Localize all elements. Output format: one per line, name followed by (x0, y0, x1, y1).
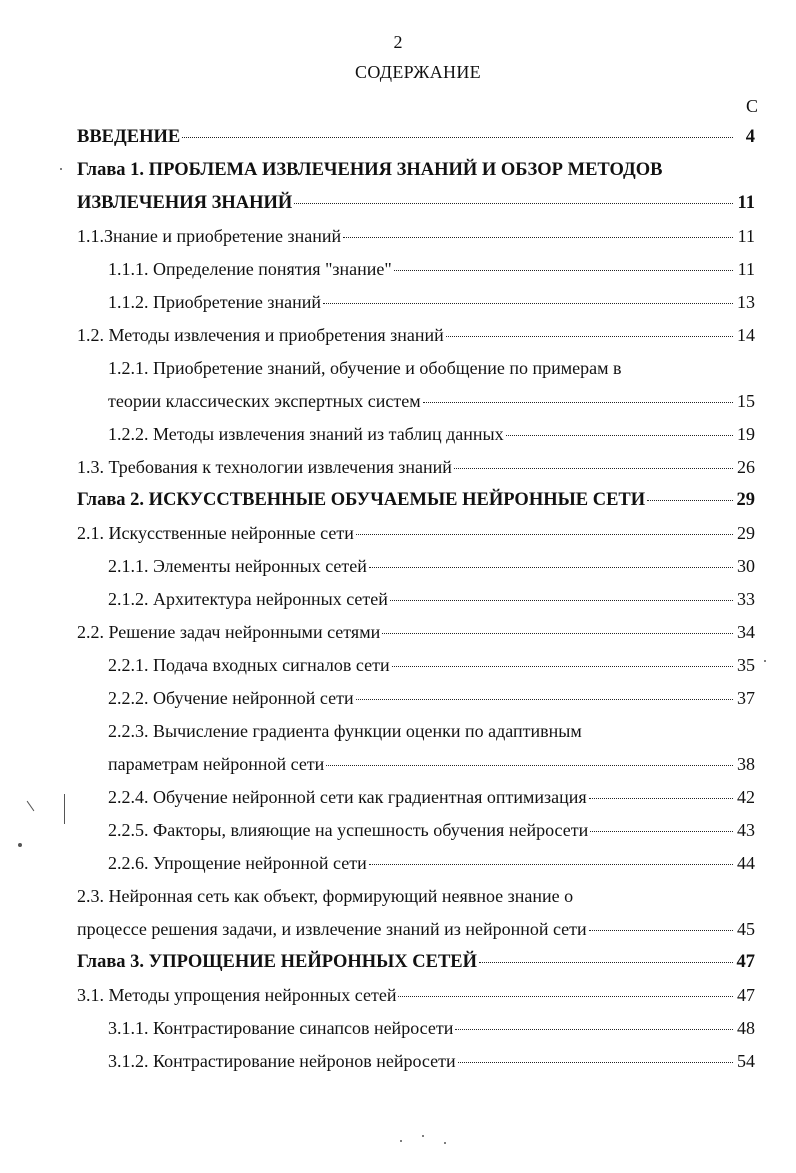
toc-entry-title: 3.1.1. Контрастирование синапсов нейросети (108, 1018, 454, 1038)
toc-entry (0, 847, 796, 880)
page-number: 2 (393, 32, 403, 52)
toc-leader-dots (455, 1029, 733, 1030)
toc-leader-dots (446, 336, 733, 337)
toc-entry (0, 1012, 796, 1045)
toc-leader-dots (356, 534, 733, 535)
toc-entry-page: 11 (737, 193, 755, 213)
toc-entry (0, 781, 796, 814)
toc-entry-title: Глава 3. УПРОЩЕНИЕ НЕЙРОННЫХ СЕТЕЙ (77, 952, 478, 972)
toc-leader-dots (454, 468, 733, 469)
toc-entry (0, 121, 796, 154)
toc-entry-title: 1.1.1. Определение понятия "знание" (108, 259, 392, 279)
toc-entry (0, 649, 796, 682)
toc-leader-dots (323, 303, 733, 304)
toc-leader-dots (294, 203, 733, 204)
scan-speck (444, 1142, 446, 1144)
toc-leader-dots (369, 567, 733, 568)
toc-leader-dots (589, 798, 733, 799)
toc-entry-title: 1.1.2. Приобретение знаний (108, 292, 322, 312)
toc-entry-title: 2.2. Решение задач нейронными сетями (77, 622, 381, 642)
toc-entry-page: 4 (745, 127, 755, 147)
scan-speck (64, 794, 65, 824)
toc-entry-page: 47 (737, 985, 755, 1005)
toc-entry-title: 2.1.2. Архитектура нейронных сетей (108, 589, 388, 609)
toc-entry (0, 682, 796, 715)
toc-entry-page: 11 (737, 226, 755, 246)
scan-speck (60, 168, 62, 170)
toc-entry-page: 30 (737, 556, 755, 576)
toc-entry-page: 48 (737, 1018, 755, 1038)
toc-entry (0, 946, 796, 979)
toc-entry-page: 47 (736, 952, 755, 972)
toc-entry-page: 33 (737, 589, 755, 609)
toc-entry-title: 1.3. Требования к технологии извлечения знаний (77, 457, 452, 477)
toc-entry-title: 1.2.2. Методы извлечения знаний из таблиц данных (108, 424, 504, 444)
toc-entry-page: 29 (736, 490, 755, 510)
toc-entry-page: 37 (737, 688, 755, 708)
toc-entry (0, 715, 796, 748)
toc-leader-dots (479, 962, 733, 963)
scan-speck (422, 1135, 424, 1137)
toc-entry (0, 484, 796, 517)
toc-entry-page: 35 (737, 655, 755, 675)
table-of-contents (0, 121, 796, 1078)
toc-entry-title: 2.1. Искусственные нейронные сети (77, 523, 354, 543)
toc-entry-title: 2.1.1. Элементы нейронных сетей (108, 556, 367, 576)
toc-entry-title: 1.1.Знание и приобретение знаний (77, 226, 342, 246)
toc-entry (0, 517, 796, 550)
toc-entry (0, 1045, 796, 1078)
toc-entry-title: процессе решения задачи, и извлечение знаний из нейронной сети (77, 919, 587, 939)
toc-entry-title: параметрам нейронной сети (108, 754, 325, 774)
toc-entry (0, 187, 796, 220)
toc-entry-title: ИЗВЛЕЧЕНИЯ ЗНАНИЙ (77, 193, 293, 213)
toc-leader-dots (589, 930, 733, 931)
toc-entry-page: 34 (737, 622, 755, 642)
toc-entry-page: 38 (737, 754, 755, 774)
toc-entry-title: 3.1. Методы упрощения нейронных сетей (77, 985, 397, 1005)
toc-entry-title: 2.2.1. Подача входных сигналов сети (108, 655, 390, 675)
toc-entry (0, 220, 796, 253)
scan-speck (400, 1140, 402, 1142)
toc-leader-dots (343, 237, 733, 238)
toc-entry-title: 2.2.3. Вычисление градиента функции оценки по адаптивным (108, 721, 582, 741)
toc-entry-page: 15 (737, 391, 755, 411)
toc-entry-title: Глава 2. ИСКУССТВЕННЫЕ ОБУЧАЕМЫЕ НЕЙРОННЫЕ СЕТИ (77, 490, 646, 510)
toc-leader-dots (647, 500, 733, 501)
toc-entry (0, 253, 796, 286)
toc-entry (0, 352, 796, 385)
page-column-label: С (746, 96, 759, 116)
toc-entry-title: 1.2.1. Приобретение знаний, обучение и обобщение по примерам в (108, 358, 622, 378)
toc-entry-title: Глава 1. ПРОБЛЕМА ИЗВЛЕЧЕНИЯ ЗНАНИЙ И ОБЗОР МЕТОДОВ (77, 160, 663, 180)
toc-entry-title: 2.3. Нейронная сеть как объект, формирующий неявное знание о (77, 886, 574, 906)
toc-entry (0, 451, 796, 484)
toc-entry-title: 2.2.6. Упрощение нейронной сети (108, 853, 367, 873)
toc-entry-page: 43 (737, 820, 755, 840)
toc-entry (0, 616, 796, 649)
toc-entry-title: теории классических экспертных систем (108, 391, 421, 411)
toc-leader-dots (369, 864, 733, 865)
scan-speck (18, 843, 22, 847)
toc-entry-page: 45 (737, 919, 755, 939)
toc-leader-dots (506, 435, 733, 436)
scan-speck (764, 660, 766, 662)
toc-entry-page: 42 (737, 787, 755, 807)
toc-leader-dots (390, 600, 733, 601)
toc-leader-dots (356, 699, 733, 700)
toc-entry-page: 29 (737, 523, 755, 543)
toc-entry (0, 385, 796, 418)
toc-entry-page: 54 (737, 1051, 755, 1071)
toc-entry-title: 2.2.4. Обучение нейронной сети как градиентная оптимизация (108, 787, 587, 807)
toc-leader-dots (394, 270, 733, 271)
toc-leader-dots (182, 137, 733, 138)
toc-entry-page: 19 (737, 424, 755, 444)
toc-leader-dots (382, 633, 733, 634)
toc-entry (0, 550, 796, 583)
toc-leader-dots (458, 1062, 733, 1063)
toc-entry-page: 13 (737, 292, 755, 312)
toc-leader-dots (392, 666, 733, 667)
page-title: СОДЕРЖАНИЕ (355, 62, 481, 82)
toc-entry-title: 2.2.5. Факторы, влияющие на успешность обучения нейросети (108, 820, 589, 840)
toc-leader-dots (326, 765, 733, 766)
toc-entry-title: 3.1.2. Контрастирование нейронов нейросети (108, 1051, 456, 1071)
toc-entry-page: 26 (737, 457, 755, 477)
toc-entry (0, 913, 796, 946)
toc-entry-title: 2.2.2. Обучение нейронной сети (108, 688, 354, 708)
toc-entry-page: 11 (737, 259, 755, 279)
toc-entry (0, 319, 796, 352)
toc-leader-dots (590, 831, 733, 832)
toc-entry (0, 979, 796, 1012)
toc-entry (0, 814, 796, 847)
toc-entry (0, 748, 796, 781)
toc-entry-title: ВВЕДЕНИЕ (77, 127, 181, 147)
toc-entry-title: 1.2. Методы извлечения и приобретения знаний (77, 325, 444, 345)
toc-entry-page: 14 (737, 325, 755, 345)
toc-leader-dots (398, 996, 733, 997)
toc-entry (0, 418, 796, 451)
toc-entry (0, 286, 796, 319)
toc-entry (0, 154, 796, 187)
toc-leader-dots (423, 402, 733, 403)
toc-entry (0, 583, 796, 616)
toc-entry (0, 880, 796, 913)
toc-entry-page: 44 (737, 853, 755, 873)
